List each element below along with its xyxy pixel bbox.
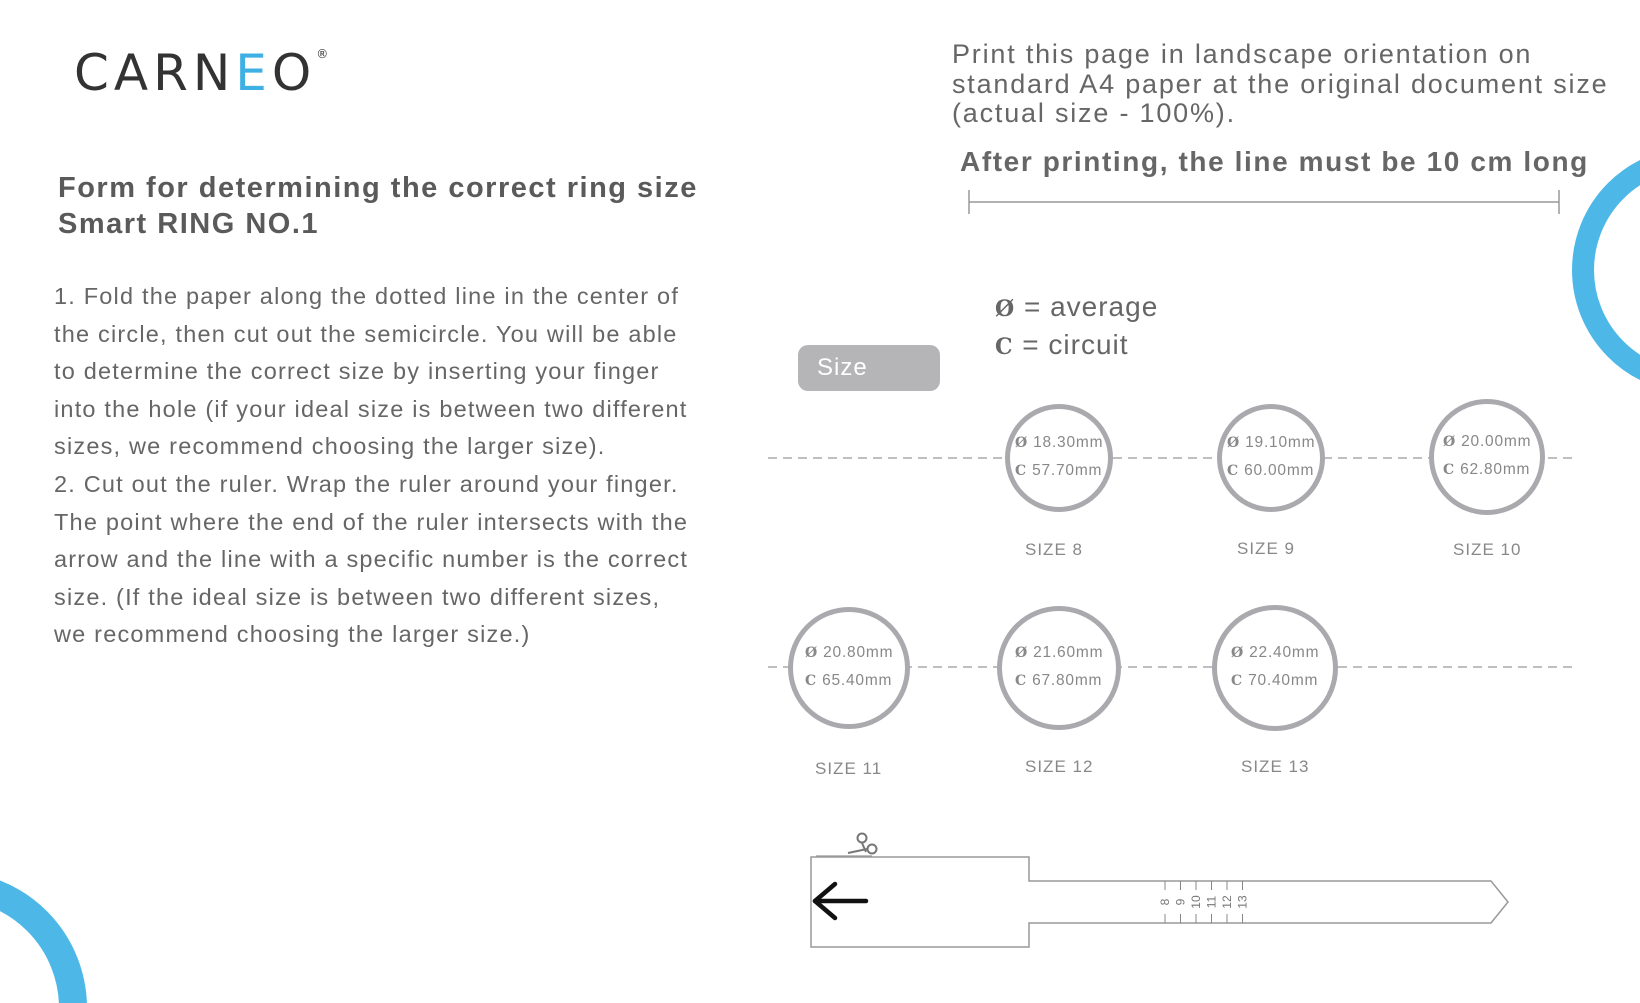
title-line-1: Form for determining the correct ring size	[58, 172, 698, 204]
instructions	[54, 278, 694, 654]
carneo-logo: CARNEO®	[74, 44, 329, 102]
arrow-left-icon	[815, 884, 866, 918]
ring-measurements	[1443, 428, 1531, 484]
ring-circuit: C 60.00mm	[1227, 462, 1315, 479]
ring-circuit: C 57.70mm	[1015, 462, 1103, 479]
ring-size-label: SIZE 12	[1025, 757, 1094, 776]
scissors-icon	[848, 834, 877, 854]
ring-circuit: C 65.40mm	[805, 672, 893, 689]
top-right-arc	[1583, 158, 1640, 382]
ruler-tick-label: 8	[1158, 898, 1172, 906]
ring-diameter: Ø 18.30mm	[1015, 434, 1104, 451]
ring-diameter: Ø 22.40mm	[1231, 644, 1320, 661]
ruler-tick-label: 12	[1220, 895, 1234, 909]
diameter-legend-text: = average	[1023, 291, 1159, 322]
legend-diameter	[995, 291, 1158, 323]
ring-size-label: SIZE 13	[1241, 757, 1310, 776]
ruler-tick-label: 10	[1189, 895, 1203, 909]
line-length-note: After printing, the line must be 10 cm long	[960, 146, 1589, 177]
ring-size-label: SIZE 8	[1025, 540, 1083, 559]
page-title	[58, 170, 698, 242]
ring-measurements	[1015, 429, 1103, 485]
ring-circuit: C 70.40mm	[1231, 672, 1319, 689]
ring-size-label: SIZE 9	[1237, 539, 1295, 558]
logo-accent-letter: E	[235, 44, 272, 102]
ring-circuit: C 67.80mm	[1015, 672, 1103, 689]
circuit-legend-text: = circuit	[1022, 329, 1129, 360]
ring-circuit: C 62.80mm	[1443, 461, 1531, 478]
size-header-badge: Size	[798, 345, 940, 391]
ring-measurements	[805, 639, 893, 695]
ruler-tick-label: 9	[1173, 898, 1188, 906]
ruler-tick-label: 11	[1204, 895, 1219, 909]
ring-size-label: SIZE 11	[815, 759, 883, 778]
ring-size-label: SIZE 10	[1453, 540, 1522, 559]
ring-diameter: Ø 20.80mm	[805, 644, 894, 661]
bottom-left-arc	[0, 885, 73, 1003]
instruction-step-2: 2. Cut out the ruler. Wrap the ruler around your finger. The point where the end of the ruler intersects with the arrow and the line with a specific number is the correct size. (If the ideal size is between two different sizes, we recommend choosing the larger size.)	[54, 470, 689, 648]
reference-line-10cm	[969, 190, 1559, 214]
ruler-tick-label: 13	[1235, 895, 1250, 909]
ring-measurements	[1015, 639, 1103, 695]
diameter-symbol: Ø	[995, 296, 1016, 322]
legend-circuit	[995, 329, 1129, 361]
circuit-symbol: C	[995, 334, 1014, 360]
ring-diameter: Ø 19.10mm	[1227, 434, 1316, 451]
ring-diameter: Ø 21.60mm	[1015, 644, 1104, 661]
instruction-step-1: 1. Fold the paper along the dotted line in the center of the circle, then cut out the semicircle. You will be able to determine the correct size by inserting your finger into the hole (if your ideal size is between two different sizes, we recommend choosing the larger size).	[54, 283, 688, 460]
ring-diameter: Ø 20.00mm	[1443, 433, 1532, 450]
ring-measurements	[1227, 429, 1315, 485]
ruler-ticks	[1158, 881, 1250, 923]
print-instructions: Print this page in landscape orientation on standard A4 paper at the original document size (actual size - 100%).	[952, 39, 1609, 128]
title-line-2: Smart RING NO.1	[58, 208, 319, 240]
ring-measurements	[1231, 639, 1319, 695]
